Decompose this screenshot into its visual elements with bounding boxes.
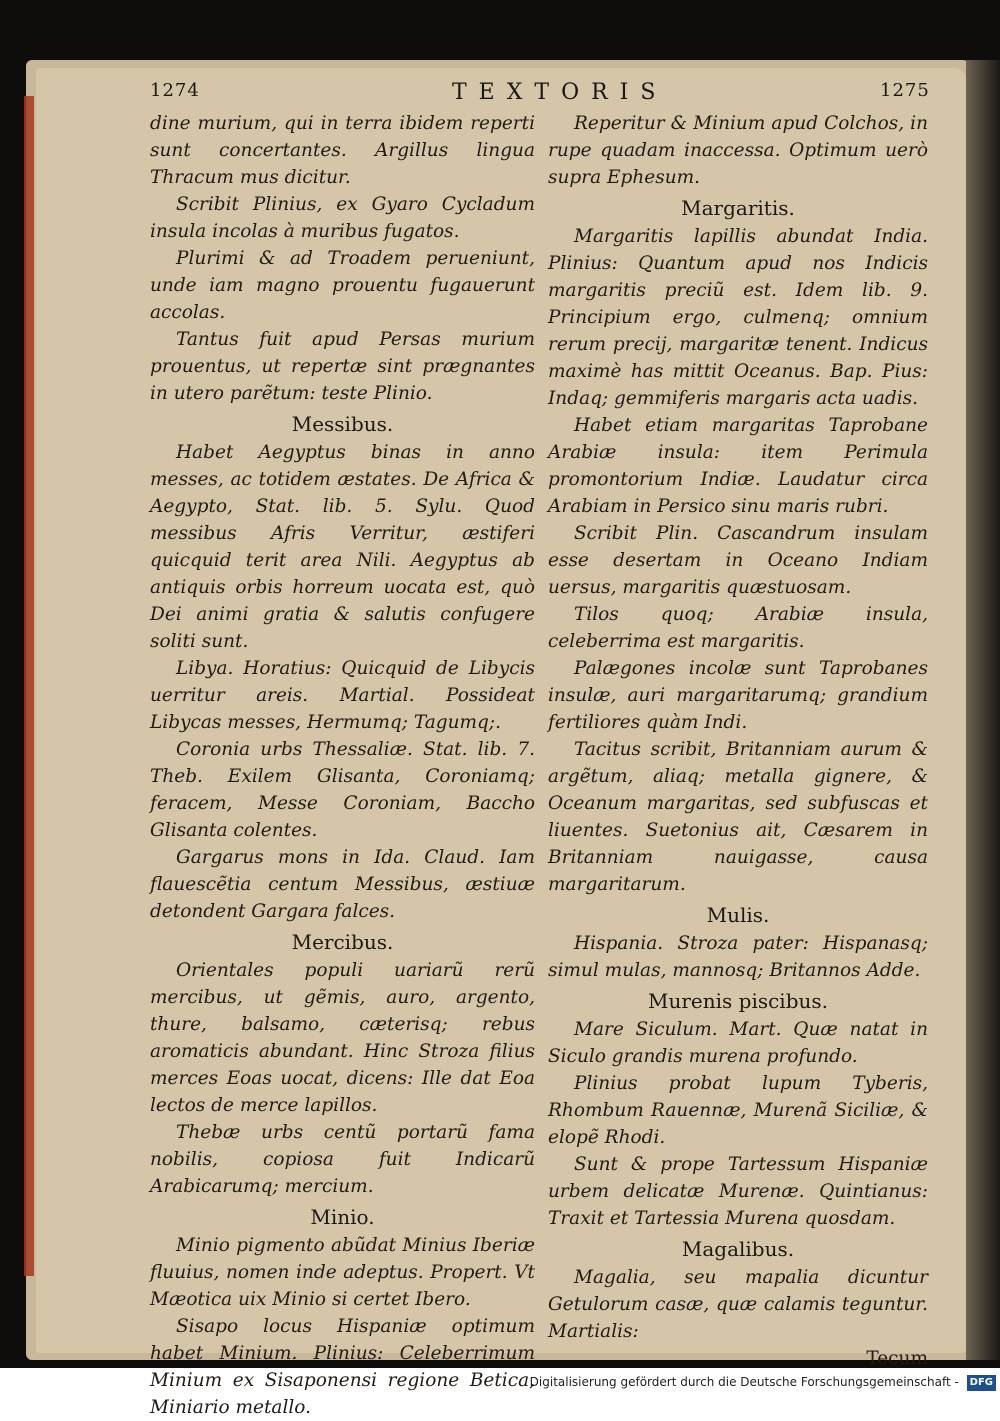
paragraph: Orientales populi uariarũ rerũ mercibus, ut gẽmis, auro, argento, thure, balsamo, cæterisq; rebus aromaticis abundant. Hinc Stroza filius merces Eoas uocat, dicens: Ille dat Eoa lectos de merce lapillos.: [150, 960, 535, 1116]
paragraph: Magalia, seu mapalia dicuntur Getulorum casæ, quæ calamis teguntur. Martialis:: [548, 1267, 928, 1342]
paragraph: Libya. Horatius: Quicquid de Libycis uerritur areis. Martial. Possideat Libycas messes, Hermumq; Tagumq;.: [150, 658, 535, 733]
paragraph: Tilos quoq; Arabiæ insula, celeberrima est margaritis.: [548, 604, 928, 652]
paragraph: Gargarus mons in Ida. Claud. Iam flauescẽtia centum Messibus, æstiuæ detondent Gargara falces.: [150, 847, 535, 922]
running-title: TEXTORIS: [452, 80, 668, 105]
paragraph: Hispania. Stroza pater: Hispanasq; simul mulas, mannosq; Britannos Adde.: [548, 933, 928, 981]
right-text-column: [548, 110, 928, 1372]
paragraph: Coronia urbs Thessaliæ. Stat. lib. 7. Theb. Exilem Glisanta, Coroniamq; feracem, Messe Coroniam, Baccho Glisanta colentes.: [150, 739, 535, 841]
paragraph: Scribit Plinius, ex Gyaro Cycladum insula incolas à muribus fugatos.: [150, 194, 535, 242]
digitization-footer: [0, 1370, 996, 1394]
paragraph: dine murium, qui in terra ibidem reperti sunt concertantes. Argillus lingua Thracum mus dicitur.: [150, 113, 535, 188]
page-number-right: 1275: [880, 80, 930, 101]
dfg-logo: DFG: [967, 1375, 996, 1391]
paragraph: Tantus fuit apud Persas murium prouentus, ut repertæ sint prægnantes in utero parẽtum: teste Plinio.: [150, 329, 535, 404]
section-heading: Messibus.: [291, 412, 394, 436]
paragraph: Habet etiam margaritas Taprobane Arabiæ insula: item Perimula promontorium Indiæ. Laudatur circa Arabiam in Persico sinu maris rubri.: [548, 415, 928, 517]
section-heading: Minio.: [310, 1205, 375, 1229]
section-heading: Margaritis.: [681, 196, 795, 220]
section-heading: Mulis.: [706, 903, 770, 927]
paragraph: Reperitur & Minium apud Colchos, in rupe quadam inaccessa. Optimum uerò supra Ephesum.: [548, 113, 928, 188]
paragraph: Scribit Plin. Cascandrum insulam esse desertam in Oceano Indiam uersus, margaritis quæstuosam.: [548, 523, 928, 598]
paragraph: Sunt & prope Tartessum Hispaniæ urbem delicatæ Murenæ. Quintianus: Traxit et Tartessia Murena quosdam.: [548, 1154, 928, 1229]
paragraph: Minio pigmento abũdat Minius Iberiæ fluuius, nomen inde adeptus. Propert. Vt Mæotica uix Minio si certet Ibero.: [150, 1235, 535, 1310]
paragraph: Plinius probat lupum Tyberis, Rhombum Rauennæ, Murenã Siciliæ, & elopẽ Rhodi.: [548, 1073, 928, 1148]
section-heading: Mercibus.: [291, 930, 394, 954]
paragraph: Margaritis lapillis abundat India. Plinius: Quantum apud nos Indicis margaritis preciũ est. Idem lib. 9. Principium ergo, culmenq; omnium rerum precij, margaritæ tenent. Indicus maximè has mittit Oceanus. Bap. Pius: Indaq; gemmiferis margaris acta uadis.: [548, 226, 928, 409]
paragraph: Sisapo locus Hispaniæ optimum habet Minium. Plinius: Celeberrimum Minium ex Sisaponensi regione Betica, Miniario metallo.: [150, 1316, 535, 1418]
paragraph: Mare Siculum. Mart. Quæ natat in Siculo grandis murena profundo.: [548, 1019, 928, 1067]
paragraph: Habet Aegyptus binas in anno messes, ac totidem æstates. De Africa & Aegypto, Stat. lib. 5. Sylu. Quod messibus Afris Verritur, æstiferi quicquid terit area Nili. Aegyptus ab antiquis orbis horreum uocata est, quò Dei animi gratia & salutis confugere soliti sunt.: [150, 442, 535, 652]
paragraph: Plurimi & ad Troadem perueniunt, unde iam magno prouentu fugauerunt accolas.: [150, 248, 535, 323]
left-text-column: [150, 110, 535, 1421]
paragraph: Thebæ urbs centũ portarũ fama nobilis, copiosa fuit Indicarũ Arabicarumq; mercium.: [150, 1122, 535, 1197]
footer-credit: Digitalisierung gefördert durch die Deutsche Forschungsgemeinschaft -: [529, 1375, 959, 1389]
catchword: Tecum: [866, 1348, 928, 1369]
paragraph: Palægones incolæ sunt Taprobanes insulæ, auri margaritarumq; grandium fertiliores quàm Indi.: [548, 658, 928, 733]
paragraph: Tacitus scribit, Britanniam aurum & argẽtum, aliaq; metalla gignere, & Oceanum margaritas, sed subfuscas et liuentes. Suetonius ait, Cæsarem in Britanniam nauigasse, causa margaritarum.: [548, 739, 928, 895]
binding-shadow: [966, 60, 1000, 1360]
red-page-edge: [24, 96, 34, 1276]
section-heading: Magalibus.: [681, 1237, 795, 1261]
section-heading: Murenis piscibus.: [647, 989, 829, 1013]
page-number-left: 1274: [150, 80, 200, 101]
